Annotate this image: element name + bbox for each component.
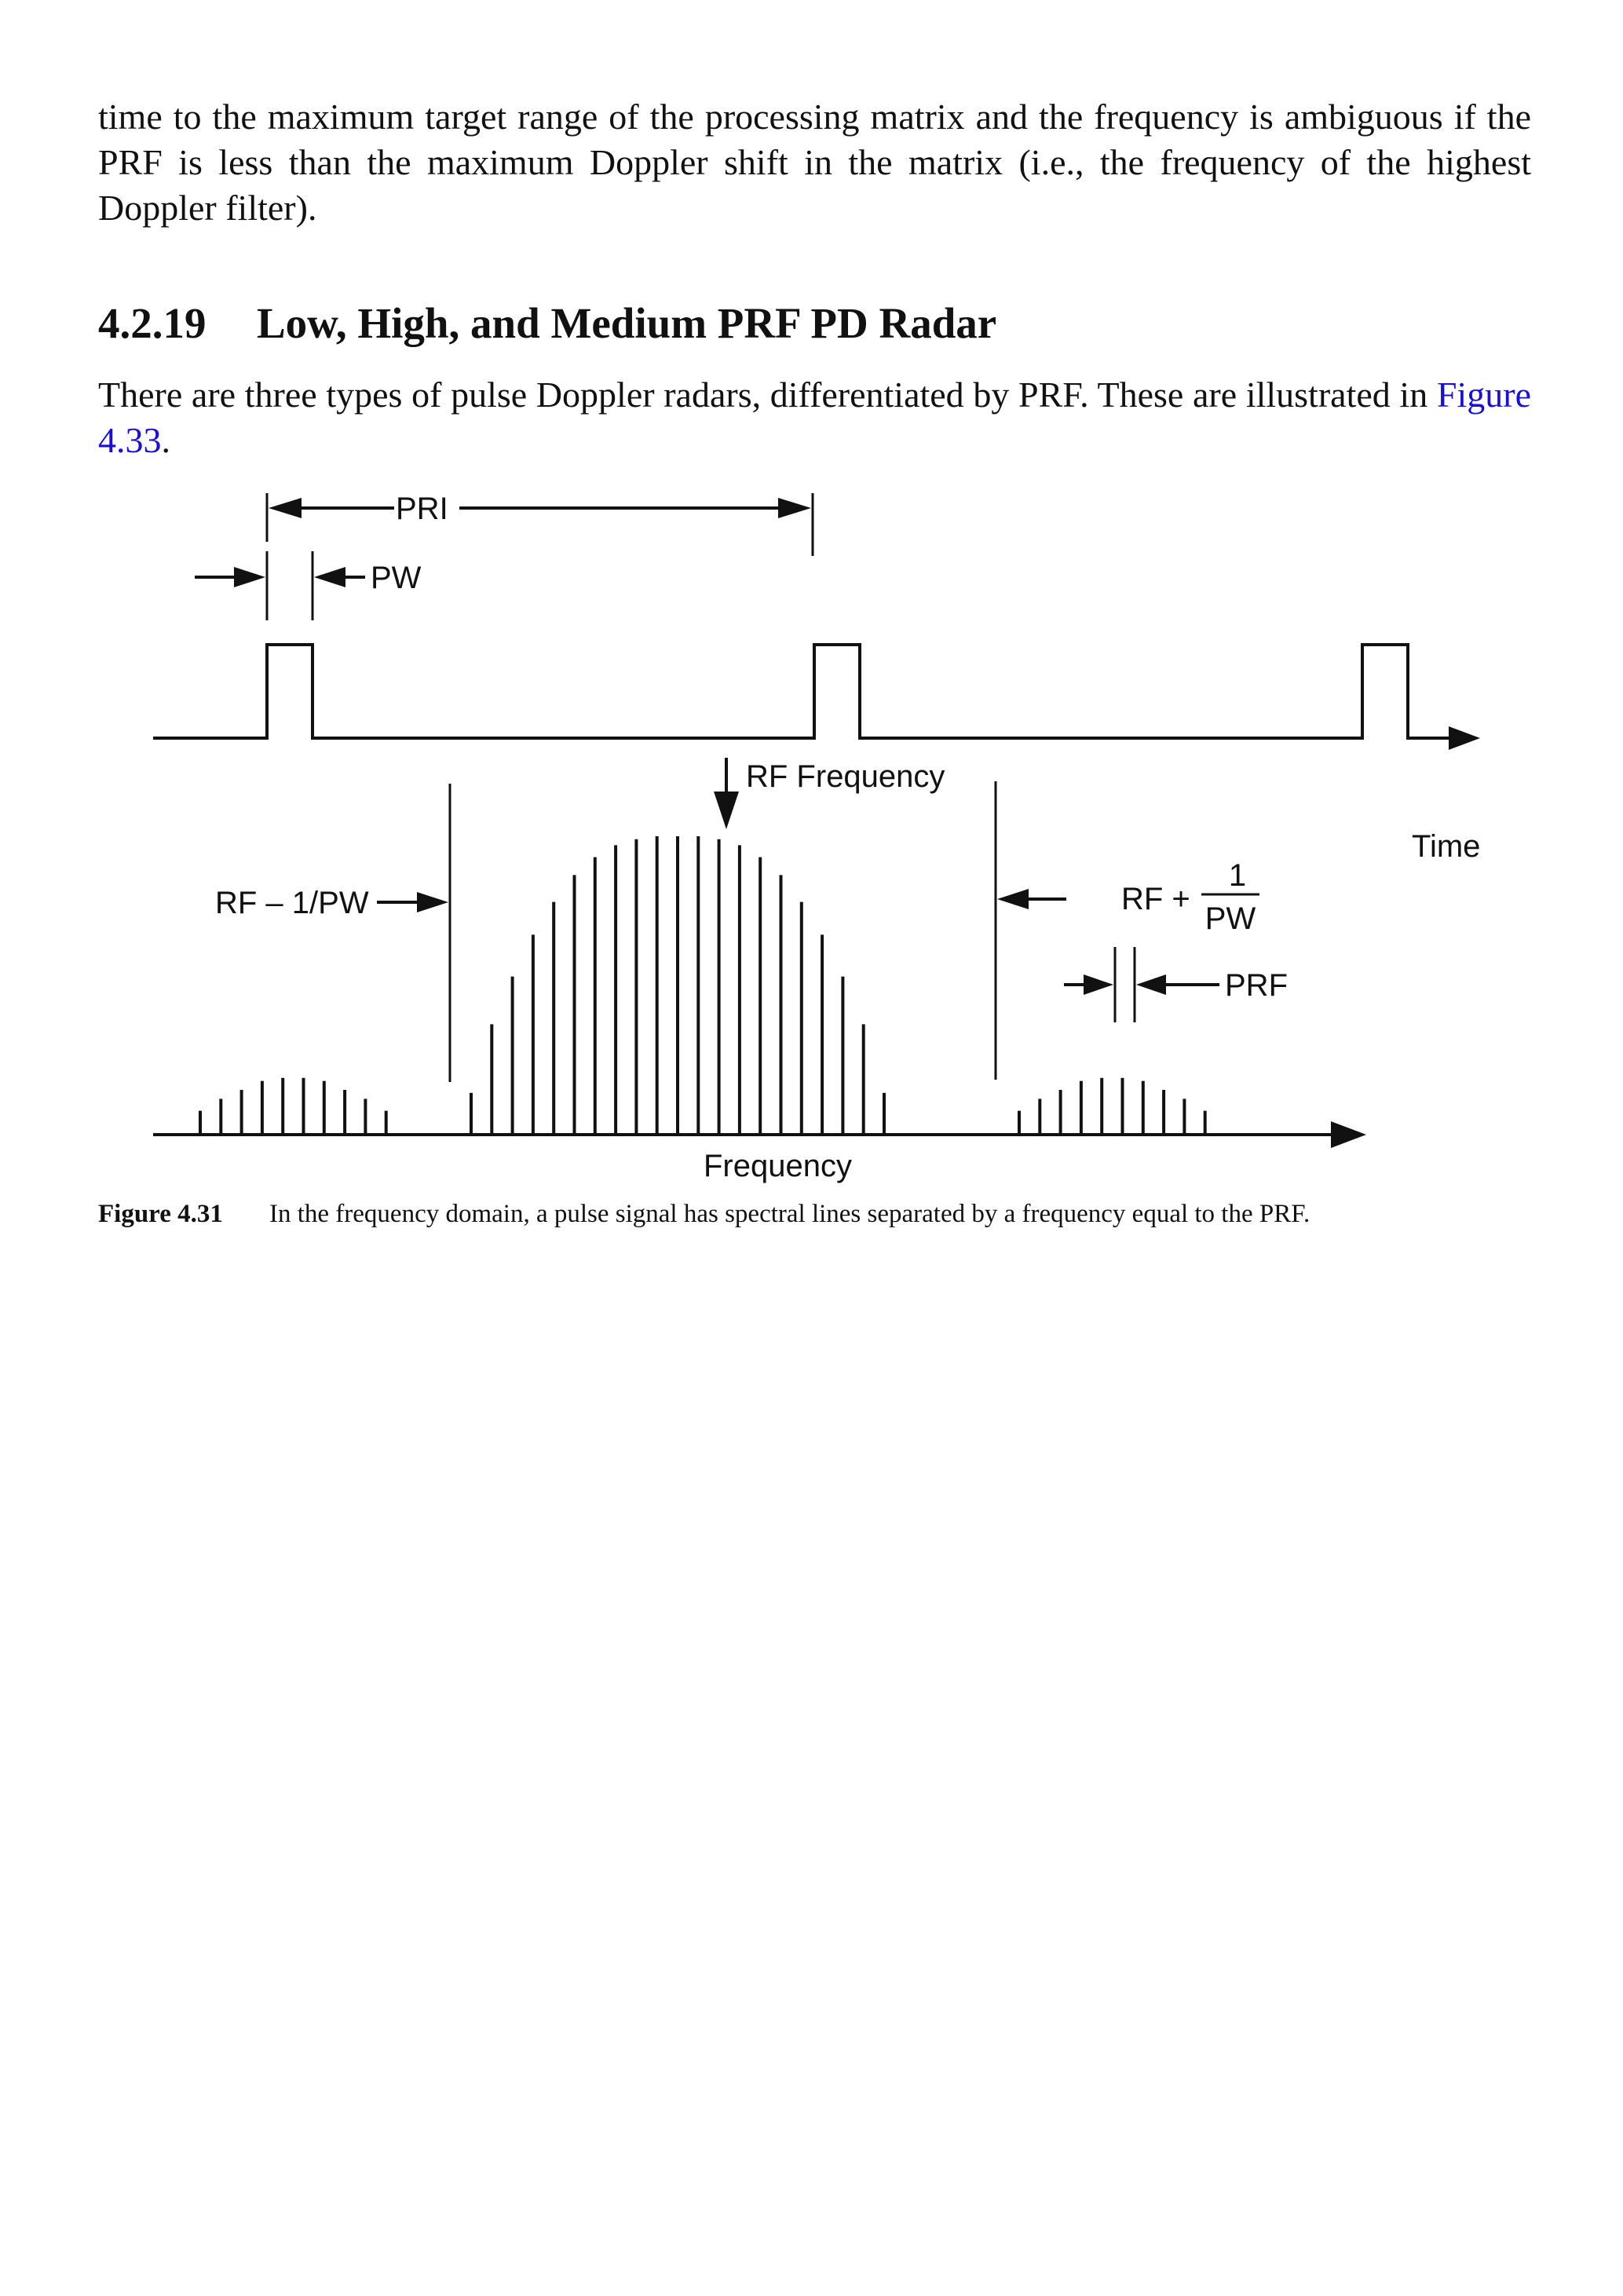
pulse-spectrum-diagram [141, 479, 1492, 1186]
section-number: 4.2.19 [98, 299, 207, 347]
section-title: Low, High, and Medium PRF PD Radar [257, 299, 997, 347]
time-label: Time [1412, 829, 1481, 864]
rf-plus-label: RF + [1121, 882, 1190, 916]
pw-left-arrowhead [234, 567, 265, 587]
rf-minus-label: RF – 1/PW [215, 886, 369, 920]
figure-caption-number: Figure 4.31 [98, 1200, 223, 1228]
time-axis-arrowhead [1449, 726, 1480, 750]
rf-minus-arrowhead [417, 892, 448, 912]
rf-frequency-pointer-arrowhead [714, 792, 739, 829]
rf-frequency-label: RF Frequency [746, 759, 945, 794]
pw-label: PW [371, 561, 422, 595]
frequency-axis-arrowhead [1331, 1121, 1366, 1148]
pri-label: PRI [396, 492, 448, 526]
figure-caption [98, 1200, 1310, 1229]
rf-plus-fraction-numerator: 1 [1228, 858, 1247, 893]
prf-left-arrowhead [1084, 974, 1113, 995]
body-paragraph: time to the maximum target range of the processing matrix and the frequency is ambiguous if the PRF is less than the maximum Doppler shift in the matrix (i.e., the frequency of the highest Doppler filter). [98, 97, 1531, 228]
intro-text: There are three types of pulse Doppler radars, differentiated by PRF. These are illustrated in [98, 375, 1437, 415]
pw-right-arrowhead [314, 567, 345, 587]
figure-caption-text: In the frequency domain, a pulse signal has spectral lines separated by a frequency equal to the PRF. [269, 1200, 1310, 1228]
pri-left-arrowhead [269, 498, 302, 518]
pri-right-arrowhead [778, 498, 811, 518]
intro-text-end: . [161, 420, 170, 460]
pulse-spectrum-figure [141, 479, 1492, 1186]
frequency-label: Frequency [704, 1149, 852, 1183]
section-heading [98, 298, 996, 348]
spectral-lines [200, 836, 1205, 1135]
prf-right-arrowhead [1136, 974, 1166, 995]
rf-plus-fraction-denominator: PW [1204, 901, 1256, 936]
prf-label: PRF [1225, 968, 1288, 1003]
figure-cross-reference-link[interactable]: Figure 4.33 [98, 375, 1531, 460]
pulse-train-waveform [153, 645, 1451, 738]
rf-plus-arrowhead [997, 889, 1029, 909]
body-paragraph-intro [98, 372, 1531, 463]
